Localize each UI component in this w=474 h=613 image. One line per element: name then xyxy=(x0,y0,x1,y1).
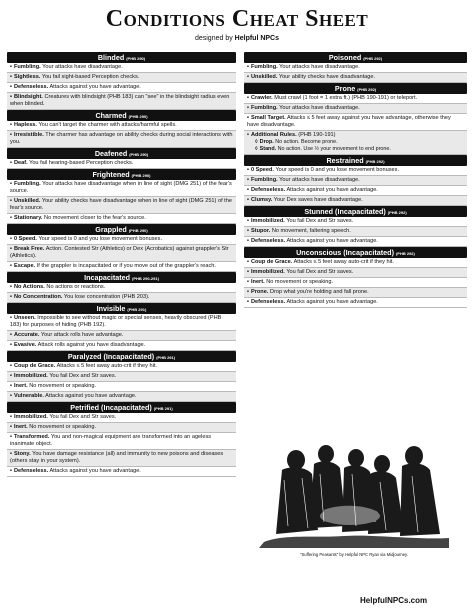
diamond-icon: ◊ xyxy=(255,145,258,152)
item-text: Your ability checks have disadvantage. xyxy=(278,74,376,80)
bullet-icon: • xyxy=(10,414,12,420)
condition-item xyxy=(244,114,467,131)
item-keyword: 0 Speed. xyxy=(13,236,37,242)
section-title: Unconscious (Incapacitated) xyxy=(296,247,394,257)
item-text: Impossible to see without magic or special senses, heavily obscured (PHB 183) for purposes of hiding (PHB 192). xyxy=(10,315,222,328)
bullet-icon: • xyxy=(247,132,249,138)
section-ref: (PHB 290) xyxy=(129,152,149,157)
section-header-charmed xyxy=(7,110,236,121)
bullet-icon: • xyxy=(10,451,12,457)
page-title: Conditions Cheat Sheet xyxy=(105,6,369,32)
bullet-icon: • xyxy=(247,74,249,80)
condition-item xyxy=(244,298,467,308)
bullet-icon: • xyxy=(247,95,249,101)
condition-item xyxy=(244,94,467,104)
bullet-icon: • xyxy=(10,363,12,369)
item-text: You fail hearing-based Perception checks. xyxy=(29,160,134,166)
item-keyword: Prone. xyxy=(250,288,269,295)
subtitle-prefix: designed by xyxy=(194,35,235,42)
item-text: Your attacks have disadvantage. xyxy=(279,64,360,70)
bullet-icon: • xyxy=(247,166,249,173)
bullet-icon: • xyxy=(10,383,12,389)
section-header-invisible xyxy=(7,303,236,314)
section-header-incapacitated xyxy=(7,272,236,283)
footer-site: HelpfulNPCs.com xyxy=(360,596,428,605)
section-title: Charmed xyxy=(95,111,127,120)
condition-item xyxy=(244,268,467,278)
condition-item xyxy=(7,314,236,331)
item-text: Attacks against you have advantage. xyxy=(286,186,378,193)
condition-item xyxy=(244,288,467,298)
item-keyword: Accurate. xyxy=(13,332,40,338)
condition-item xyxy=(7,235,236,245)
section-title: Invisible xyxy=(96,304,126,313)
bullet-icon: • xyxy=(247,196,249,203)
item-keyword: Defenseless. xyxy=(250,298,286,305)
item-text: You lose concentration (PHB 203). xyxy=(63,294,150,300)
condition-item xyxy=(7,341,236,351)
bullet-icon: • xyxy=(247,288,249,295)
condition-item xyxy=(244,63,467,73)
item-text: Your attacks have disadvantage. xyxy=(279,105,360,111)
sub-item xyxy=(247,146,464,153)
section-ref: (PHB 290-291) xyxy=(132,276,159,281)
bullet-icon: • xyxy=(10,198,12,204)
suffering-peasants-illustration xyxy=(254,430,454,548)
item-keyword: Inert. xyxy=(13,383,28,389)
item-keyword: Sightless. xyxy=(13,74,41,80)
condition-item xyxy=(7,121,236,131)
item-text: You can't target the charmer with attacks/harmful spells. xyxy=(38,122,177,128)
section-ref: (PHB 292) xyxy=(357,87,377,92)
condition-item xyxy=(7,83,236,93)
item-text: Drop what you're holding and fall prone. xyxy=(269,288,369,295)
section-ref: (PHB 292) xyxy=(395,250,415,256)
item-keyword: Unseen. xyxy=(13,315,36,321)
section-ref: (PHB 290) xyxy=(128,228,148,233)
item-text: Attacks against you have advantage. xyxy=(286,298,378,305)
item-keyword: Small Target. xyxy=(250,115,286,121)
bullet-icon: • xyxy=(247,268,249,275)
sub-item xyxy=(247,139,464,146)
item-keyword: Evasive. xyxy=(13,342,37,348)
item-keyword: Unskilled. xyxy=(250,74,278,80)
condition-item xyxy=(7,392,236,402)
condition-item xyxy=(244,166,467,176)
section-ref: (PHB 291) xyxy=(153,406,173,411)
condition-item xyxy=(7,372,236,382)
condition-item xyxy=(7,450,236,467)
item-keyword: Coup de Grace. xyxy=(250,258,293,265)
bullet-icon: • xyxy=(10,434,12,440)
condition-item xyxy=(7,423,236,433)
bullet-icon: • xyxy=(247,115,249,121)
item-keyword: No Actions. xyxy=(13,284,45,290)
item-text: Your speed is 0 and you lose movement bonuses. xyxy=(275,166,399,173)
section-ref: (PHB 291) xyxy=(127,307,147,312)
item-keyword: Stationary. xyxy=(13,215,43,221)
item-keyword: Escape. xyxy=(13,263,36,269)
item-keyword: 0 Speed. xyxy=(250,166,274,173)
section-header-blinded xyxy=(7,52,236,63)
item-keyword: Defenseless. xyxy=(13,468,49,474)
section-title: Frightened xyxy=(92,170,130,179)
condition-item xyxy=(7,433,236,450)
item-keyword: Coup de Grace. xyxy=(13,363,56,369)
item-text: You fail Dex and Str saves. xyxy=(286,268,354,275)
section-header-petrified-incapacitated xyxy=(7,402,236,413)
page-subtitle xyxy=(0,35,474,42)
item-text: Attacks ≤ 5 feet away auto-crit if they hit. xyxy=(293,258,394,265)
bullet-icon: • xyxy=(10,94,12,100)
bullet-icon: • xyxy=(10,64,12,70)
item-text: Attacks against you have advantage. xyxy=(49,84,141,90)
section-header-deafened xyxy=(7,148,236,159)
condition-item xyxy=(7,413,236,423)
section-title: Stunned (Incapacitated) xyxy=(304,206,386,216)
subtitle-author: Helpful NPCs xyxy=(234,35,280,42)
item-keyword: Inert. xyxy=(13,424,28,430)
bullet-icon: • xyxy=(247,237,249,244)
section-header-prone xyxy=(244,83,467,94)
item-text: Attacks ≤ 5 feet away against you have advantage, otherwise they have disadvantage. xyxy=(247,115,451,128)
item-text: Attacks ≤ 5 feet away auto-crit if they hit. xyxy=(56,363,157,369)
section-ref: (PHB 292) xyxy=(363,56,383,61)
section-ref: (PHB 290) xyxy=(128,114,148,119)
item-text: Attacks against you have advantage. xyxy=(45,393,137,399)
bullet-icon: • xyxy=(247,64,249,70)
item-keyword: Defenseless. xyxy=(13,84,49,90)
condition-item xyxy=(7,467,236,477)
bullet-icon: • xyxy=(247,278,249,285)
condition-item xyxy=(7,245,236,262)
item-keyword: Unskilled. xyxy=(13,198,41,204)
item-text: Your ability checks have disadvantage when in line of sight (DMG 251) of the fear's source. xyxy=(10,198,232,211)
section-title: Petrified (Incapacitated) xyxy=(70,403,152,412)
item-keyword: Irresistible. xyxy=(13,132,44,138)
bullet-icon: • xyxy=(247,258,249,265)
item-text: No movement or speaking. xyxy=(266,278,334,285)
section-title: Grappled xyxy=(95,225,127,234)
bullet-icon: • xyxy=(10,342,12,348)
item-text: Action. Contested Str (Athletics) or Dex (Acrobatics) against grappler's Str (Athletics). xyxy=(10,246,229,259)
bullet-icon: • xyxy=(10,246,12,252)
bullet-icon: • xyxy=(10,263,12,269)
condition-item xyxy=(7,63,236,73)
item-text: Attack rolls against you have disadvantage. xyxy=(37,342,146,348)
section-header-restrained xyxy=(244,155,467,166)
section-ref: (PHB 290) xyxy=(126,56,146,61)
item-text: You and non-magical equipment are transformed into an ageless inanimate object. xyxy=(10,434,212,447)
condition-item xyxy=(7,262,236,272)
bullet-icon: • xyxy=(10,468,12,474)
item-text: If the grappler is incapacitated or if you move out of the grappler's reach. xyxy=(36,263,216,269)
bullet-icon: • xyxy=(10,284,12,290)
section-title: Restrained xyxy=(326,155,364,165)
item-keyword: Defenseless. xyxy=(250,237,286,244)
bullet-icon: • xyxy=(10,215,12,221)
condition-item xyxy=(244,186,467,196)
condition-item xyxy=(244,258,467,268)
bullet-icon: • xyxy=(10,84,12,90)
item-keyword: Break Free. xyxy=(13,246,45,252)
sub-text: No action. Use ½ your movement to end prone. xyxy=(277,145,391,152)
section-title: Prone xyxy=(334,84,356,93)
item-keyword: Transformed. xyxy=(13,434,50,440)
section-ref: (PHB 292) xyxy=(365,158,385,164)
illustration-caption: "Suffering Peasants" by Helpful NPC Ryan via Midjourney. xyxy=(299,552,409,557)
item-text: Your attacks have disadvantage. xyxy=(42,64,123,70)
sub-text: No action. Become prone. xyxy=(275,139,338,145)
section-ref: (PHB 290) xyxy=(131,173,151,178)
bullet-icon: • xyxy=(10,160,12,166)
condition-item xyxy=(7,93,236,110)
item-text: Attacks against you have advantage. xyxy=(286,237,378,244)
condition-item xyxy=(244,104,467,114)
item-keyword: Hapless. xyxy=(13,122,37,128)
item-keyword: Immobilized. xyxy=(13,373,48,379)
section-header-grappled xyxy=(7,224,236,235)
bullet-icon: • xyxy=(247,176,249,183)
left-column xyxy=(7,52,236,477)
item-keyword: Fumbling. xyxy=(13,181,41,187)
item-keyword: No Concentration. xyxy=(13,294,63,300)
item-keyword: Immobilized. xyxy=(250,268,285,275)
sub-keyword: Drop. xyxy=(259,139,274,145)
condition-item xyxy=(244,73,467,83)
item-text: Must crawl (1 foot = 1 extra ft.) (PHB 190-191) or teleport. xyxy=(274,95,418,101)
item-text: Your attacks have disadvantage when in line of sight (DMG 251) of the fear's source. xyxy=(10,181,232,194)
condition-item xyxy=(7,382,236,392)
condition-item xyxy=(244,237,467,247)
condition-item xyxy=(7,197,236,214)
section-title: Poisoned xyxy=(328,53,362,62)
condition-item xyxy=(7,362,236,372)
bullet-icon: • xyxy=(247,186,249,193)
condition-item xyxy=(7,214,236,224)
item-text: No movement or speaking. xyxy=(29,383,97,389)
bullet-icon: • xyxy=(10,236,12,242)
condition-item xyxy=(7,159,236,169)
item-keyword: Stupor. xyxy=(250,227,271,234)
bullet-icon: • xyxy=(10,424,12,430)
condition-item xyxy=(7,293,236,303)
item-keyword: Fumbling. xyxy=(250,64,278,70)
section-ref: (PHB 292) xyxy=(387,209,407,215)
item-text: No movement or speaking. xyxy=(29,424,97,430)
section-title: Deafened xyxy=(94,149,128,158)
item-text: Attacks against you have advantage. xyxy=(49,468,141,474)
item-keyword: Fumbling. xyxy=(13,64,41,70)
item-keyword: Immobilized. xyxy=(250,217,285,224)
right-column xyxy=(244,52,467,308)
condition-item xyxy=(244,227,467,237)
item-keyword: Crawler. xyxy=(250,95,273,101)
item-keyword: Clumsy. xyxy=(250,196,273,203)
section-ref: (PHB 291) xyxy=(156,355,176,360)
section-title: Incapacitated xyxy=(84,273,131,282)
item-text: The charmer has advantage on ability checks during social interactions with you. xyxy=(10,132,233,145)
item-keyword: Vulnerable. xyxy=(13,393,44,399)
item-text: (PHB 190-191) xyxy=(298,132,336,138)
item-text: Your speed is 0 and you lose movement bonuses. xyxy=(38,236,162,242)
bullet-icon: • xyxy=(10,181,12,187)
item-keyword: Defenseless. xyxy=(250,186,286,193)
section-header-frightened xyxy=(7,169,236,180)
section-title: Paralyzed (Incapacitated) xyxy=(67,352,155,361)
section-header-stunned-incapacitated xyxy=(244,206,467,217)
item-text: Your Dex saves have disadvantage. xyxy=(273,196,363,203)
condition-item xyxy=(244,278,467,288)
bullet-icon: • xyxy=(10,315,12,321)
item-keyword: Deaf. xyxy=(13,160,28,166)
condition-item xyxy=(244,196,467,206)
item-keyword: Blindsight. xyxy=(13,94,43,100)
item-text: No movement closer to the fear's source. xyxy=(44,215,146,221)
condition-item xyxy=(7,283,236,293)
item-text: You have damage resistance (all) and immunity to new poisons and diseases (others stay in your system). xyxy=(10,451,224,464)
condition-item xyxy=(7,331,236,341)
section-header-unconscious-incapacitated xyxy=(244,247,467,258)
bullet-icon: • xyxy=(247,227,249,234)
section-header-poisoned xyxy=(244,52,467,63)
item-keyword: Stony. xyxy=(13,451,31,457)
item-text: Creatures with blindsight (PHB 183) can "see" in the blindsight radius even when blinded. xyxy=(10,94,230,107)
sub-keyword: Stand. xyxy=(259,145,277,152)
item-text: Your attacks have disadvantage. xyxy=(279,176,360,183)
bullet-icon: • xyxy=(10,132,12,138)
item-text: You fail sight-based Perception checks. xyxy=(41,74,140,80)
item-text: You fail Dex and Str saves. xyxy=(49,373,117,379)
bullet-icon: • xyxy=(10,74,12,80)
bullet-icon: • xyxy=(10,332,12,338)
bullet-icon: • xyxy=(247,105,249,111)
item-keyword: Inert. xyxy=(250,278,265,285)
item-text: You fail Dex and Str saves. xyxy=(49,414,117,420)
section-title: Blinded xyxy=(97,53,125,62)
condition-item xyxy=(7,131,236,148)
condition-item xyxy=(7,180,236,197)
item-text: Your attack rolls have advantage. xyxy=(40,332,124,338)
condition-item xyxy=(7,73,236,83)
item-text: No movement, faltering speech. xyxy=(271,227,351,234)
item-keyword: Fumbling. xyxy=(250,105,278,111)
condition-item xyxy=(244,131,467,155)
item-keyword: Immobilized. xyxy=(13,414,48,420)
item-keyword: Fumbling. xyxy=(250,176,278,183)
bullet-icon: • xyxy=(247,298,249,305)
item-text: You fail Dex and Str saves. xyxy=(286,217,354,224)
condition-item xyxy=(244,217,467,227)
item-keyword: Additional Rules. xyxy=(250,132,297,138)
bullet-icon: • xyxy=(247,217,249,224)
item-text: No actions or reactions. xyxy=(46,284,106,290)
bullet-icon: • xyxy=(10,393,12,399)
condition-item xyxy=(244,176,467,186)
section-header-paralyzed-incapacitated xyxy=(7,351,236,362)
bullet-icon: • xyxy=(10,122,12,128)
diamond-icon: ◊ xyxy=(255,139,258,145)
bullet-icon: • xyxy=(10,373,12,379)
bullet-icon: • xyxy=(10,294,12,300)
